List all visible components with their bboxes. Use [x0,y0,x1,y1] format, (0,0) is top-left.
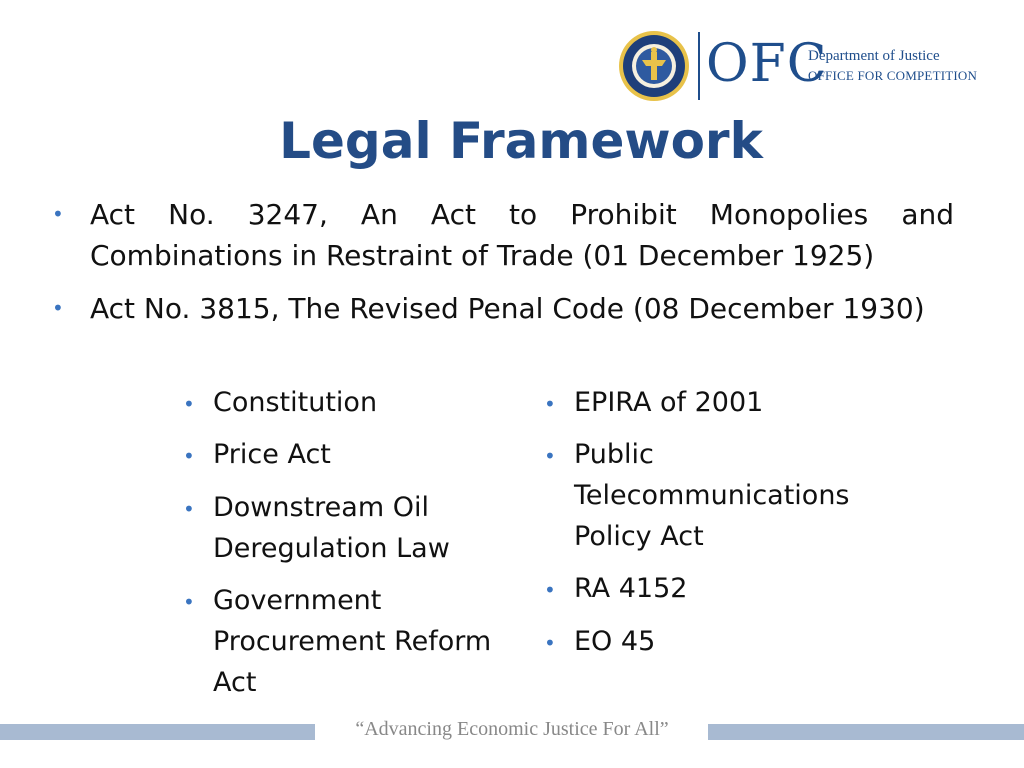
bullet-icon: • [52,296,64,320]
footer-bar-left [0,724,315,740]
bullet-icon: • [544,631,556,655]
logo-divider [698,32,700,100]
left-item-3: Downstream Oil Deregulation Law [213,492,450,564]
ofc-wordmark: OFC [706,34,828,94]
right-item-2: Public Telecommunications Policy Act [574,439,850,552]
doj-seal-icon [618,30,690,102]
bullet-icon: • [183,444,195,468]
footer-tagline: “Advancing Economic Justice For All” [355,718,669,740]
bullet-icon: • [52,202,64,226]
office-name: OFFICE FOR COMPETITION [808,68,978,83]
main-bullet-2: Act No. 3815, The Revised Penal Code (08 December 1930) [90,292,925,325]
footer-bar-right [708,724,1024,740]
bullet-icon: • [544,444,556,468]
left-item-1: Constitution [213,387,378,418]
bullet-icon: • [544,392,556,416]
left-item-4: Government Procurement Reform Act [213,585,492,698]
left-item-2: Price Act [213,439,331,470]
ofc-logo [618,28,978,104]
main-bullet-1: Act No. 3247, An Act to Prohibit Monopolies and Combinations in Restraint of Trade (01 December 1925) [90,198,954,272]
right-item-1: EPIRA of 2001 [574,387,764,418]
bullet-icon: • [183,392,195,416]
bullet-icon: • [183,590,195,614]
bullet-icon: • [544,578,556,602]
right-item-4: EO 45 [574,626,656,657]
slide-title: Legal Framework [279,112,763,170]
right-item-3: RA 4152 [574,573,688,604]
department-name: Department of Justice [808,48,940,64]
bullet-icon: • [183,497,195,521]
